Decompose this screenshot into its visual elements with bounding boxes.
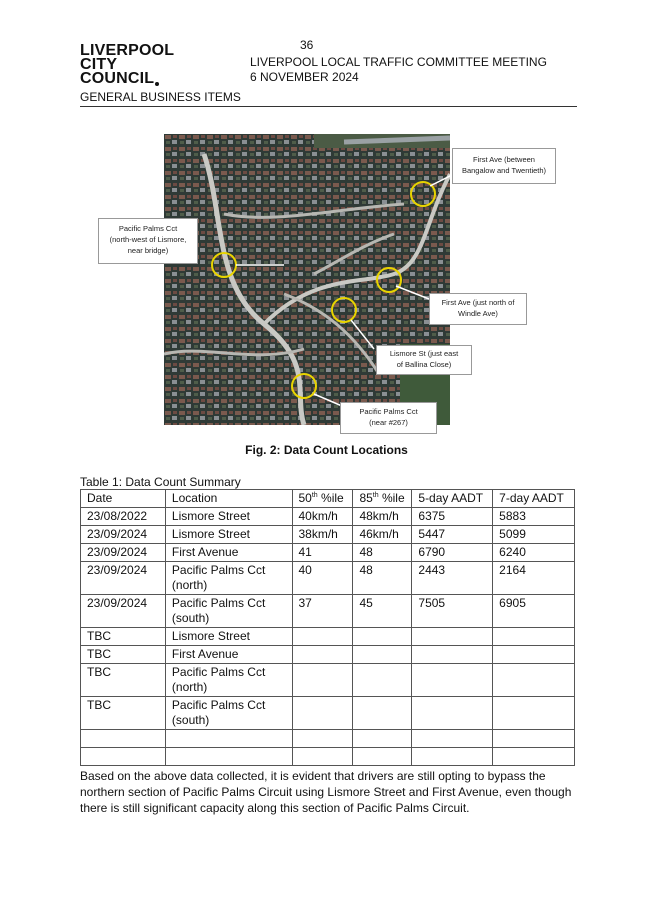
table-row: [81, 697, 575, 730]
cell-location: Pacific Palms Cct (north): [165, 664, 292, 697]
cell-85th: 45: [353, 595, 412, 628]
table-row: [81, 748, 575, 766]
cell-85th: [353, 646, 412, 664]
meeting-header: [250, 55, 547, 85]
cell-85th: [353, 628, 412, 646]
callout-lismore-st: Lismore St (just east of Ballina Close): [376, 345, 472, 375]
cell-location: Pacific Palms Cct (south): [165, 595, 292, 628]
body-paragraph: Based on the above data collected, it is evident that drivers are still opting to bypass the northern section of Pacific Palms Circuit using Lismore Street and First Avenue, even though there is still significant capacity along this section of Pacific Palms Circuit.: [80, 769, 572, 815]
header-85th-percentile: 85th %ile: [353, 490, 412, 508]
cell-7-day-aadt: 5883: [493, 508, 575, 526]
header-5-day-aadt: 5-day AADT: [412, 490, 493, 508]
cell-location: Lismore Street: [165, 526, 292, 544]
cell-location: Pacific Palms Cct (south): [165, 697, 292, 730]
council-logo: [80, 44, 174, 86]
logo-line-1: LIVERPOOL: [80, 42, 175, 59]
data-count-table: [80, 489, 575, 766]
cell-date: TBC: [81, 664, 166, 697]
header-divider: [80, 106, 577, 107]
table-row: [81, 595, 575, 628]
cell-50th: [292, 748, 353, 766]
cell-7-day-aadt: 2164: [493, 562, 575, 595]
cell-date: TBC: [81, 628, 166, 646]
aerial-map-image: [164, 134, 450, 425]
cell-50th: [292, 730, 353, 748]
cell-7-day-aadt: [493, 646, 575, 664]
cell-50th: 41: [292, 544, 353, 562]
cell-5-day-aadt: [412, 748, 493, 766]
table-row: [81, 526, 575, 544]
table-title: Table 1: Data Count Summary: [80, 475, 241, 489]
callout-pacific-palms-267: Pacific Palms Cct (near #267): [340, 402, 437, 434]
cell-85th: 48km/h: [353, 508, 412, 526]
logo-line-3: COUNCIL: [80, 72, 174, 86]
cell-7-day-aadt: [493, 730, 575, 748]
cell-50th: 37: [292, 595, 353, 628]
callout-first-ave-between: First Ave (between Bangalow and Twentieth): [452, 148, 556, 184]
page-number: 36: [300, 38, 314, 52]
table-row: [81, 628, 575, 646]
table-header-row: [81, 490, 575, 508]
cell-5-day-aadt: [412, 697, 493, 730]
cell-50th: 40: [292, 562, 353, 595]
cell-5-day-aadt: [412, 664, 493, 697]
cell-location: Lismore Street: [165, 508, 292, 526]
table-row: [81, 562, 575, 595]
cell-85th: [353, 697, 412, 730]
cell-7-day-aadt: 6240: [493, 544, 575, 562]
callout-first-ave-windle: First Ave (just north of Windle Ave): [429, 293, 527, 325]
callout-pacific-palms-north: Pacific Palms Cct (north-west of Lismore, near bridge): [98, 218, 198, 264]
table-row: [81, 664, 575, 697]
cell-85th: 46km/h: [353, 526, 412, 544]
cell-date: TBC: [81, 646, 166, 664]
table-row: [81, 730, 575, 748]
cell-5-day-aadt: 5447: [412, 526, 493, 544]
cell-50th: 38km/h: [292, 526, 353, 544]
cell-7-day-aadt: [493, 628, 575, 646]
logo-line-2: CITY: [80, 56, 118, 73]
meeting-date: 6 NOVEMBER 2024: [250, 70, 359, 84]
cell-5-day-aadt: 2443: [412, 562, 493, 595]
table-row: [81, 646, 575, 664]
cell-date: [81, 730, 166, 748]
table-row: [81, 508, 575, 526]
cell-85th: [353, 730, 412, 748]
cell-5-day-aadt: [412, 646, 493, 664]
cell-5-day-aadt: 7505: [412, 595, 493, 628]
cell-date: 23/09/2024: [81, 526, 166, 544]
cell-date: 23/09/2024: [81, 595, 166, 628]
cell-location: First Avenue: [165, 544, 292, 562]
header-50th-percentile: 50th %ile: [292, 490, 353, 508]
cell-date: 23/09/2024: [81, 562, 166, 595]
cell-85th: [353, 664, 412, 697]
cell-7-day-aadt: [493, 748, 575, 766]
cell-50th: 40km/h: [292, 508, 353, 526]
cell-50th: [292, 628, 353, 646]
meeting-title: LIVERPOOL LOCAL TRAFFIC COMMITTEE MEETING: [250, 55, 547, 69]
cell-location: Pacific Palms Cct (north): [165, 562, 292, 595]
logo-dot-icon: [155, 82, 159, 86]
cell-85th: 48: [353, 562, 412, 595]
header-location: Location: [165, 490, 292, 508]
cell-5-day-aadt: [412, 628, 493, 646]
cell-date: [81, 748, 166, 766]
cell-location: Lismore Street: [165, 628, 292, 646]
cell-50th: [292, 697, 353, 730]
cell-date: 23/08/2022: [81, 508, 166, 526]
cell-date: 23/09/2024: [81, 544, 166, 562]
figure-caption: Fig. 2: Data Count Locations: [245, 443, 408, 457]
table-row: [81, 544, 575, 562]
cell-7-day-aadt: [493, 697, 575, 730]
cell-date: TBC: [81, 697, 166, 730]
cell-50th: [292, 664, 353, 697]
cell-85th: 48: [353, 544, 412, 562]
cell-7-day-aadt: [493, 664, 575, 697]
header-7-day-aadt: 7-day AADT: [493, 490, 575, 508]
cell-location: [165, 748, 292, 766]
cell-5-day-aadt: 6790: [412, 544, 493, 562]
cell-7-day-aadt: 5099: [493, 526, 575, 544]
cell-5-day-aadt: 6375: [412, 508, 493, 526]
cell-location: First Avenue: [165, 646, 292, 664]
cell-5-day-aadt: [412, 730, 493, 748]
cell-85th: [353, 748, 412, 766]
cell-50th: [292, 646, 353, 664]
header-date: Date: [81, 490, 166, 508]
cell-location: [165, 730, 292, 748]
cell-7-day-aadt: 6905: [493, 595, 575, 628]
section-title: GENERAL BUSINESS ITEMS: [80, 90, 241, 104]
